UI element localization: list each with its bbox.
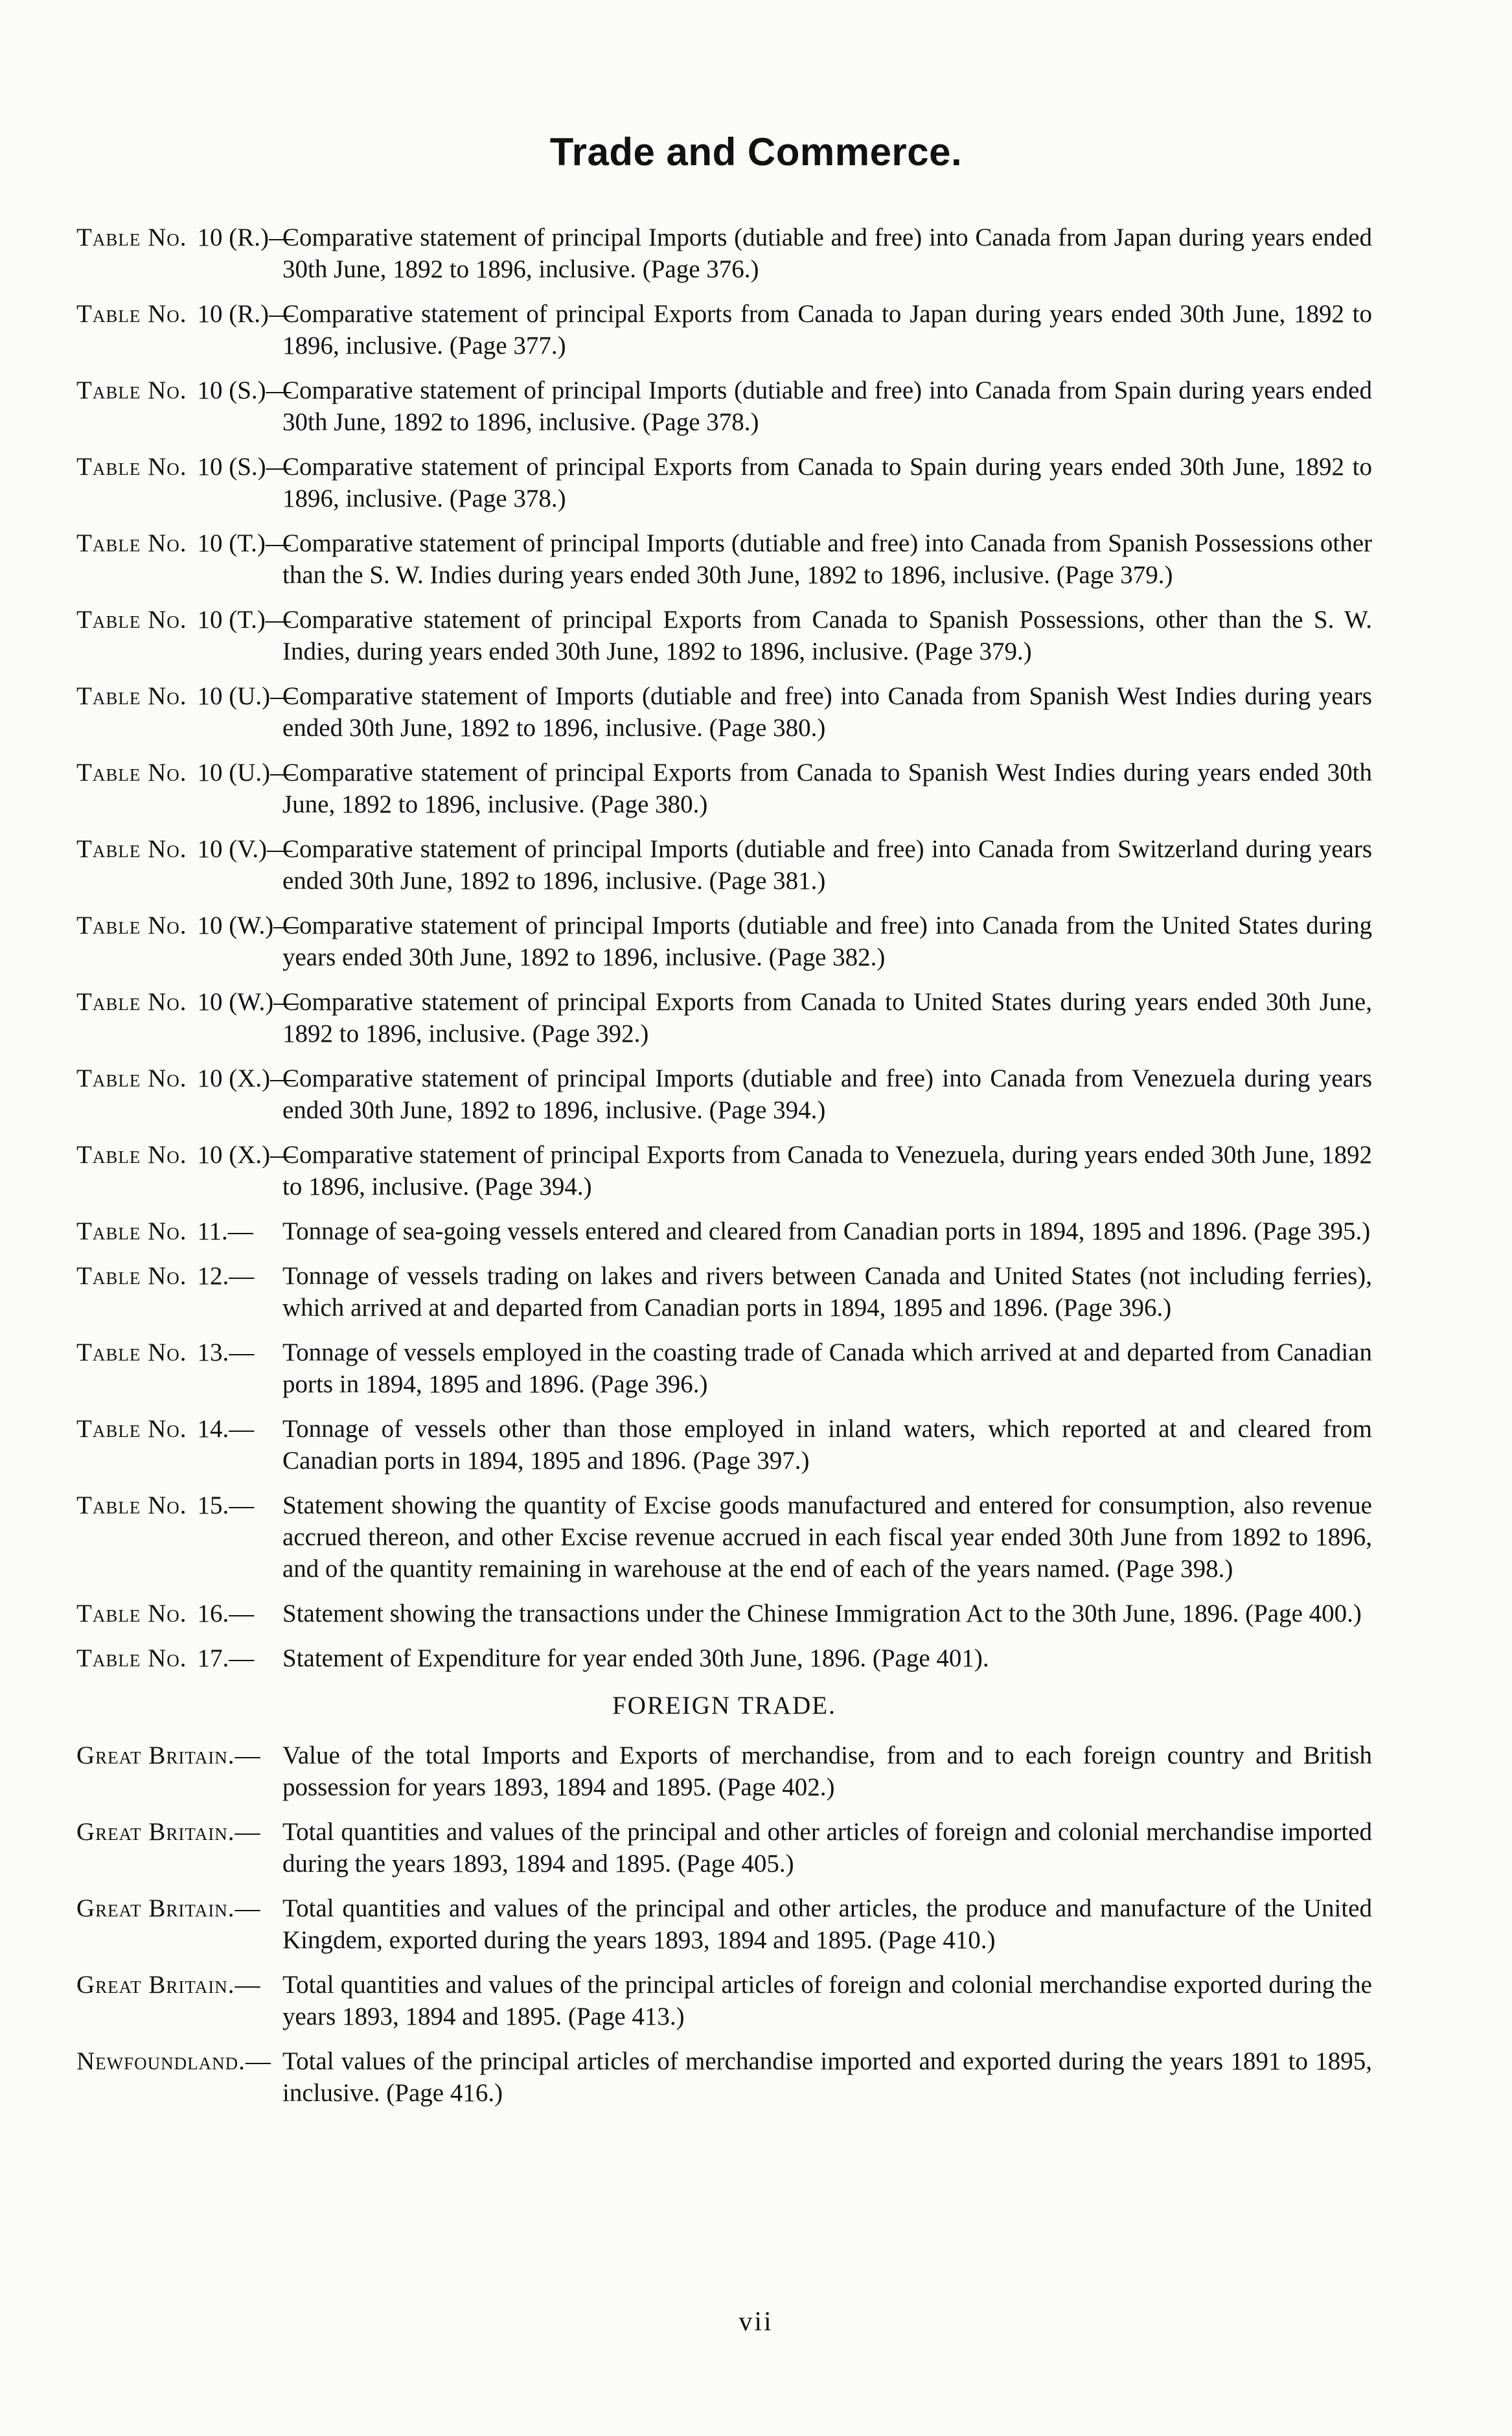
table-entry <box>76 527 1372 591</box>
table-entry <box>76 1139 1372 1202</box>
table-entry-description: Statement showing the transactions under the Chinese Immigration Act to the 30th June, 1896. (Page 400.) <box>282 1600 1362 1627</box>
table-entry-number: 10 (R.)— <box>197 224 294 251</box>
table-entry-number: 10 (R.)— <box>197 300 294 328</box>
foreign-trade-entry <box>76 2045 1372 2109</box>
table-entry-description: Comparative statement of principal Exports from Canada to Venezuela, during years ended 30th June, 1892 to 1896, inclusive. (Page 394.) <box>282 1141 1372 1201</box>
foreign-entry-lead <box>76 1816 261 1848</box>
page-number: vii <box>739 2307 773 2337</box>
table-entry-description: Tonnage of vessels other than those employed in inland waters, which reported at and cleared from Canadian ports in 1894, 1895 and 1896. (Page 397.) <box>282 1415 1372 1475</box>
foreign-trade-entry-list <box>76 1740 1372 2109</box>
foreign-entry-label: Great Britain.— <box>76 1741 261 1769</box>
table-entry-lead <box>76 374 292 406</box>
table-entry-lead <box>76 222 294 253</box>
table-entry <box>76 833 1372 897</box>
table-entry-lead <box>76 680 295 712</box>
table-entry-lead <box>76 604 291 636</box>
table-entry-number: 14.— <box>197 1415 255 1443</box>
table-entry-number: 10 (V.)— <box>197 835 293 863</box>
foreign-entry-label: Great Britain.— <box>76 1971 261 1999</box>
table-entry-label: Table No. <box>76 1064 187 1092</box>
foreign-trade-entry <box>76 1969 1372 2032</box>
table-entry-number: 15.— <box>197 1491 255 1519</box>
foreign-entry-lead <box>76 1740 261 1771</box>
table-entry-description: Comparative statement of principal Exports from Canada to Spanish West Indies during years ended 30th June, 1892 to 1896, inclusive. (Page 380.) <box>282 759 1372 818</box>
table-entry <box>76 298 1372 362</box>
table-entry-number: 16.— <box>197 1600 255 1627</box>
table-entry-description: Tonnage of sea-going vessels entered and cleared from Canadian ports in 1894, 1895 and 1896. (Page 395.) <box>282 1217 1371 1245</box>
table-entry-description: Comparative statement of principal Exports from Canada to Spain during years ended 30th June, 1892 to 1896, inclusive. (Page 378.) <box>282 453 1372 512</box>
table-entry-number: 10 (U.)— <box>197 682 296 710</box>
table-entry-description: Comparative statement of Imports (dutiable and free) into Canada from Spanish West Indies during years ended 30th June, 1892 to 1896, inclusive. (Page 380.) <box>282 682 1372 742</box>
table-entry-number: 10 (U.)— <box>197 759 296 787</box>
table-entry-label: Table No. <box>76 988 187 1016</box>
table-entry-label: Table No. <box>76 912 187 939</box>
table-entry-lead <box>76 757 295 788</box>
table-entry <box>76 910 1372 973</box>
foreign-entry-lead <box>76 2045 271 2077</box>
foreign-trade-entry <box>76 1892 1372 1956</box>
table-entry-description: Comparative statement of principal Exports from Canada to United States during years ended 30th June, 1892 to 1896, inclusive. (Page 392.) <box>282 988 1372 1048</box>
table-entry <box>76 1598 1372 1629</box>
table-entry-number: 10 (T.)— <box>197 529 291 557</box>
table-entry-description: Statement showing the quantity of Excise goods manufactured and entered for consumption, also revenue accrued thereon, and other Excise revenue accrued in each fiscal year ended 30th June from 1892 to 1896, and of the quantity remaining in warehouse at the end of each of the years named. (Page 398.) <box>282 1491 1372 1583</box>
table-entry-label: Table No. <box>76 300 187 328</box>
table-entry <box>76 680 1372 744</box>
foreign-entry-label: Newfoundland.— <box>76 2047 271 2075</box>
table-entry <box>76 1489 1372 1585</box>
table-entry-lead <box>76 1598 254 1629</box>
table-entry <box>76 986 1372 1050</box>
table-entry-description: Tonnage of vessels employed in the coasting trade of Canada which arrived at and departed from Canadian ports in 1894, 1895 and 1896. (Page 396.) <box>282 1339 1372 1398</box>
foreign-trade-entry <box>76 1816 1372 1879</box>
table-entry-label: Table No. <box>76 682 187 710</box>
table-entry-label: Table No. <box>76 1217 187 1245</box>
table-entry <box>76 1337 1372 1400</box>
table-entry-number: 10 (W.)— <box>197 988 299 1016</box>
table-entry-lead <box>76 1489 254 1521</box>
table-entry-lead <box>76 298 294 330</box>
foreign-entry-description: Total quantities and values of the principal and other articles, the produce and manufacture of the United Kingdem, exported during the years 1893, 1894 and 1895. (Page 410.) <box>282 1894 1372 1954</box>
table-entry-label: Table No. <box>76 224 187 251</box>
table-entry-label: Table No. <box>76 1491 187 1519</box>
foreign-trade-entry <box>76 1740 1372 1803</box>
table-entry-number: 10 (S.)— <box>197 376 292 404</box>
foreign-entry-label: Great Britain.— <box>76 1894 261 1922</box>
table-of-contents <box>76 222 1372 2122</box>
table-entry-number: 12.— <box>197 1262 255 1290</box>
table-entry-lead <box>76 1260 254 1292</box>
table-entry-number: 11.— <box>197 1217 253 1245</box>
table-entry-lead <box>76 1413 254 1445</box>
foreign-entry-description: Value of the total Imports and Exports of merchandise, from and to each foreign country and British possession for years 1893, 1894 and 1895. (Page 402.) <box>282 1741 1372 1801</box>
foreign-entry-lead <box>76 1892 261 1924</box>
table-entry-lead <box>76 527 291 559</box>
table-entry <box>76 1260 1372 1324</box>
table-entry <box>76 604 1372 667</box>
table-entry-lead <box>76 1139 295 1171</box>
table-entry-label: Table No. <box>76 1415 187 1443</box>
table-entry-lead <box>76 1063 295 1094</box>
table-entry-description: Statement of Expenditure for year ended 30th June, 1896. (Page 401). <box>282 1644 989 1672</box>
table-entry-description: Comparative statement of principal Imports (dutiable and free) into Canada from Venezuela during years ended 30th June, 1892 to 1896, inclusive. (Page 394.) <box>282 1064 1372 1124</box>
table-entry-label: Table No. <box>76 529 187 557</box>
table-entry-description: Comparative statement of principal Exports from Canada to Spanish Possessions, other than the S. W. Indies, during years ended 30th June, 1892 to 1896, inclusive. (Page 379.) <box>282 606 1372 665</box>
table-entry-number: 10 (X.)— <box>197 1064 296 1092</box>
table-entry-description: Comparative statement of principal Imports (dutiable and free) into Canada from the United States during years ended 30th June, 1892 to 1896, inclusive. (Page 382.) <box>282 912 1372 971</box>
table-entry-number: 10 (S.)— <box>197 453 292 481</box>
table-entry-lead <box>76 1337 254 1368</box>
table-entry-label: Table No. <box>76 606 187 634</box>
table-entry <box>76 1215 1372 1247</box>
foreign-entry-lead <box>76 1969 261 2001</box>
section-heading: FOREIGN TRADE. <box>612 1692 836 1719</box>
table-entry <box>76 1642 1372 1674</box>
table-entry <box>76 222 1372 285</box>
table-entry-lead <box>76 833 292 865</box>
page-title: Trade and Commerce. <box>549 130 963 174</box>
table-entry-label: Table No. <box>76 835 187 863</box>
table-entry-lead <box>76 910 299 941</box>
table-entry-label: Table No. <box>76 759 187 787</box>
table-entry-description: Comparative statement of principal Imports (dutiable and free) into Canada from Japan during years ended 30th June, 1892 to 1896, inclusive. (Page 376.) <box>282 224 1372 283</box>
foreign-entry-description: Total quantities and values of the principal and other articles of foreign and colonial merchandise imported during the years 1893, 1894 and 1895. (Page 405.) <box>282 1818 1372 1878</box>
table-entry-lead <box>76 1215 253 1247</box>
foreign-entry-label: Great Britain.— <box>76 1818 261 1846</box>
table-entry <box>76 451 1372 514</box>
table-entry-description: Comparative statement of principal Imports (dutiable and free) into Canada from Spain during years ended 30th June, 1892 to 1896, inclusive. (Page 378.) <box>282 376 1372 436</box>
table-entry-lead <box>76 986 299 1018</box>
table-entry-label: Table No. <box>76 1339 187 1366</box>
table-entry-label: Table No. <box>76 376 187 404</box>
table-entry <box>76 1413 1372 1477</box>
table-entry-description: Comparative statement of principal Imports (dutiable and free) into Canada from Switzerland during years ended 30th June, 1892 to 1896, inclusive. (Page 381.) <box>282 835 1372 895</box>
table-entry-lead <box>76 451 292 483</box>
table-entry-description: Tonnage of vessels trading on lakes and rivers between Canada and United States (not including ferries), which arrived at and departed from Canadian ports in 1894, 1895 and 1896. (Page 396.) <box>282 1262 1372 1322</box>
table-entry-label: Table No. <box>76 453 187 481</box>
table-entry-description: Comparative statement of principal Exports from Canada to Japan during years ended 30th June, 1892 to 1896, inclusive. (Page 377.) <box>282 300 1372 360</box>
table-entry-number: 10 (W.)— <box>197 912 299 939</box>
table-entry-number: 10 (T.)— <box>197 606 291 634</box>
table-entry <box>76 374 1372 438</box>
table-entry-label: Table No. <box>76 1644 187 1672</box>
foreign-entry-description: Total values of the principal articles of merchandise imported and exported during the years 1891 to 1895, inclusive. (Page 416.) <box>282 2047 1372 2107</box>
table-entry-label: Table No. <box>76 1262 187 1290</box>
table-entry-list <box>76 222 1372 1674</box>
table-entry <box>76 757 1372 820</box>
table-entry-description: Comparative statement of principal Imports (dutiable and free) into Canada from Spanish Possessions other than the S. W. Indies during years ended 30th June, 1892 to 1896, inclusive. (Page 379.) <box>282 529 1372 589</box>
table-entry <box>76 1063 1372 1126</box>
foreign-entry-description: Total quantities and values of the principal articles of foreign and colonial merchandise exported during the years 1893, 1894 and 1895. (Page 413.) <box>282 1971 1372 2030</box>
table-entry-lead <box>76 1642 254 1674</box>
table-entry-number: 17.— <box>197 1644 255 1672</box>
table-entry-label: Table No. <box>76 1600 187 1627</box>
table-entry-number: 10 (X.)— <box>197 1141 296 1169</box>
table-entry-label: Table No. <box>76 1141 187 1169</box>
table-entry-number: 13.— <box>197 1339 255 1366</box>
